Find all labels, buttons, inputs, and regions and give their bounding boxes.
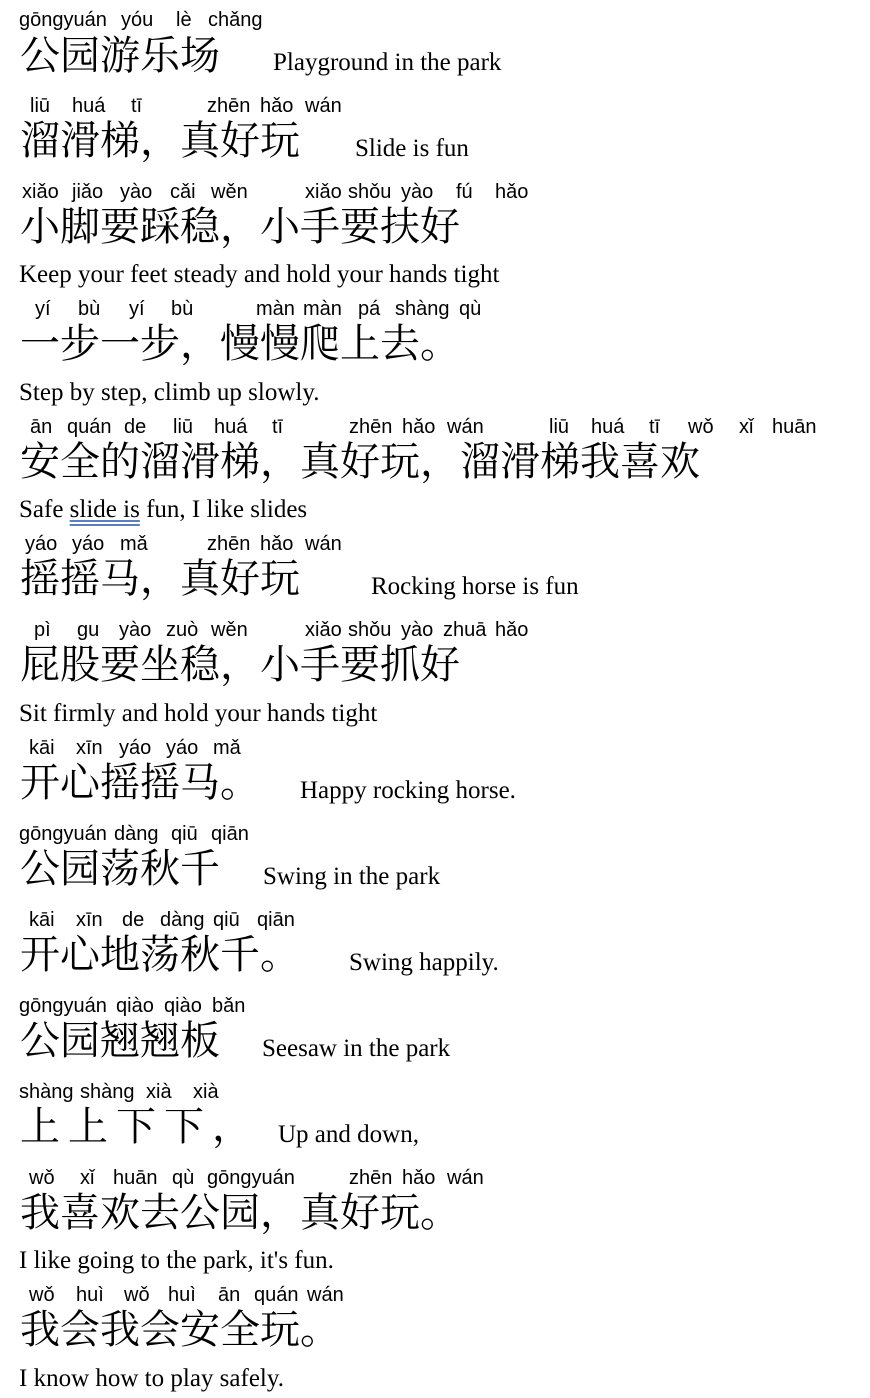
pinyin-syllable: xiǎo [305, 181, 342, 203]
pinyin-syllable: zhuā [443, 619, 487, 641]
pinyin-syllable: wán [447, 1167, 484, 1189]
verse-english: Seesaw in the park [262, 1035, 451, 1062]
pinyin-syllable: xià [193, 1081, 219, 1103]
pinyin-syllable: chǎng [208, 9, 263, 31]
pinyin-syllable: xīn [76, 737, 103, 759]
verse-chinese: 溜滑梯，真好玩 [20, 118, 300, 164]
pinyin-syllable: dàng [114, 823, 159, 845]
pinyin-syllable: bǎn [212, 995, 246, 1017]
verse-english: I know how to play safely. [19, 1365, 284, 1392]
pinyin-syllable: wěn [211, 181, 248, 203]
english-text: Safe [19, 496, 70, 523]
verse-chinese: 我喜欢去公园，真好玩。 [20, 1190, 460, 1236]
pinyin-syllable: yáo [119, 737, 152, 759]
pinyin-syllable: wán [447, 416, 484, 438]
pinyin-syllable: cǎi [170, 181, 196, 203]
pinyin-syllable: hǎo [495, 619, 529, 641]
pinyin-syllable: zhēn [349, 416, 393, 438]
pinyin-syllable: yào [401, 181, 434, 203]
pinyin-syllable: mǎ [120, 533, 148, 555]
pinyin-syllable: gōngyuán [207, 1167, 295, 1189]
pinyin-syllable: huá [214, 416, 248, 438]
verse-english: Swing happily. [349, 949, 499, 976]
verse-chinese: 屁股要坐稳，小手要抓好 [20, 642, 460, 688]
pinyin-syllable: quán [67, 416, 112, 438]
pinyin-syllable: pá [358, 298, 381, 320]
pinyin-syllable: yào [120, 181, 153, 203]
pinyin-syllable: huì [168, 1284, 196, 1306]
pinyin-syllable: yào [119, 619, 152, 641]
pinyin-syllable: tī [131, 95, 143, 117]
pinyin-syllable: shǒu [348, 181, 392, 203]
verse-english: Sit firmly and hold your hands tight [19, 700, 378, 727]
pinyin-syllable: qiān [211, 823, 249, 845]
verse-english: Step by step, climb up slowly. [19, 379, 320, 406]
pinyin-syllable: wán [305, 533, 342, 555]
pinyin-syllable: shàng [19, 1081, 74, 1103]
pinyin-syllable: quán [254, 1284, 299, 1306]
pinyin-syllable: liū [549, 416, 570, 438]
pinyin-syllable: bù [78, 298, 101, 320]
pinyin-syllable: shǒu [348, 619, 392, 641]
pinyin-syllable: hǎo [402, 416, 436, 438]
pinyin-syllable: qiū [171, 823, 198, 845]
pinyin-syllable: hǎo [260, 95, 294, 117]
pinyin-syllable: xǐ [739, 416, 754, 438]
verse-chinese: 开心地荡秋千。 [20, 932, 300, 978]
pinyin-syllable: gōngyuán [19, 823, 107, 845]
verse-chinese: 摇摇马，真好玩 [20, 556, 300, 602]
pinyin-syllable: huá [72, 95, 106, 117]
pinyin-syllable: qiū [213, 909, 240, 931]
pinyin-syllable: xià [146, 1081, 172, 1103]
verse-english: Rocking horse is fun [371, 573, 579, 600]
pinyin-syllable: liū [173, 416, 194, 438]
pinyin-syllable: yóu [121, 9, 154, 31]
pinyin-syllable: kāi [29, 737, 55, 759]
title-english: Playground in the park [273, 49, 502, 76]
pinyin-syllable: xǐ [80, 1167, 95, 1189]
pinyin-syllable: xiǎo [22, 181, 59, 203]
pinyin-syllable: bù [171, 298, 194, 320]
pinyin-syllable: xīn [76, 909, 103, 931]
pinyin-syllable: wán [307, 1284, 344, 1306]
pinyin-syllable: zhēn [207, 533, 251, 555]
pinyin-syllable: dàng [160, 909, 205, 931]
verse-english: Up and down, [278, 1121, 419, 1148]
pinyin-syllable: xiǎo [305, 619, 342, 641]
verse-chinese: 一步一步，慢慢爬上去。 [20, 321, 460, 367]
pinyin-syllable: yáo [25, 533, 58, 555]
pinyin-syllable: gōngyuán [19, 995, 107, 1017]
pinyin-syllable: huān [772, 416, 817, 438]
verse-chinese: 上上下下， [20, 1104, 260, 1150]
pinyin-syllable: zhēn [207, 95, 251, 117]
verse-english: I like going to the park, it's fun. [19, 1247, 334, 1274]
pinyin-syllable: huān [113, 1167, 158, 1189]
pinyin-syllable: màn [303, 298, 342, 320]
pinyin-syllable: tī [649, 416, 661, 438]
pinyin-syllable: ān [30, 416, 53, 438]
pinyin-syllable: wǒ [29, 1167, 55, 1189]
pinyin-syllable: zuò [166, 619, 199, 641]
verse-chinese: 开心摇摇马。 [20, 760, 260, 806]
pinyin-syllable: qiào [116, 995, 154, 1017]
pinyin-syllable: wǒ [688, 416, 714, 438]
pinyin-syllable: yí [35, 298, 51, 320]
pinyin-syllable: shàng [395, 298, 450, 320]
pinyin-syllable: yào [401, 619, 434, 641]
verse-english: Slide is fun [355, 135, 469, 162]
pinyin-syllable: gu [77, 619, 100, 641]
pinyin-syllable: wěn [211, 619, 248, 641]
pinyin-syllable: yí [129, 298, 145, 320]
verse-chinese: 安全的溜滑梯，真好玩，溜滑梯我喜欢 [20, 439, 700, 485]
pinyin-syllable: de [122, 909, 145, 931]
pinyin-syllable: yáo [72, 533, 105, 555]
pinyin-syllable: tī [272, 416, 284, 438]
pinyin-syllable: qiào [164, 995, 202, 1017]
pinyin-syllable: qiān [257, 909, 295, 931]
verse-english: Happy rocking horse. [300, 777, 516, 804]
verse-chinese: 公园荡秋千 [20, 846, 220, 892]
pinyin-syllable: qù [172, 1167, 195, 1189]
pinyin-syllable: hǎo [495, 181, 529, 203]
pinyin-syllable: lè [176, 9, 192, 31]
pinyin-syllable: màn [256, 298, 295, 320]
pinyin-syllable: wǒ [124, 1284, 150, 1306]
pinyin-syllable: zhēn [349, 1167, 393, 1189]
verse-english: Keep your feet steady and hold your hands tight [19, 261, 500, 288]
pinyin-syllable: jiǎo [72, 181, 104, 203]
verse-chinese: 我会我会安全玩。 [20, 1307, 340, 1353]
pinyin-syllable: de [124, 416, 147, 438]
title-chinese: 公园游乐场 [20, 33, 220, 79]
pinyin-syllable: kāi [29, 909, 55, 931]
pinyin-syllable: hǎo [260, 533, 294, 555]
pinyin-syllable: gōngyuán [19, 9, 107, 31]
pinyin-syllable: pì [34, 619, 51, 641]
verse-english [19, 497, 307, 522]
verse-english: Swing in the park [263, 863, 441, 890]
pinyin-syllable: ān [218, 1284, 241, 1306]
pinyin-syllable: yáo [166, 737, 199, 759]
pinyin-syllable: liū [30, 95, 51, 117]
spellcheck-underlined-text: slide is [69, 496, 140, 523]
pinyin-syllable: shàng [80, 1081, 135, 1103]
pinyin-syllable: wán [305, 95, 342, 117]
pinyin-syllable: huá [591, 416, 625, 438]
pinyin-syllable: fú [456, 181, 473, 203]
english-text: fun, I like slides [139, 496, 308, 523]
pinyin-syllable: hǎo [402, 1167, 436, 1189]
pinyin-syllable: mǎ [213, 737, 241, 759]
pinyin-syllable: qù [459, 298, 482, 320]
verse-chinese: 公园翘翘板 [20, 1018, 220, 1064]
pinyin-syllable: wǒ [29, 1284, 55, 1306]
pinyin-syllable: huì [76, 1284, 104, 1306]
verse-chinese: 小脚要踩稳，小手要扶好 [20, 204, 460, 250]
